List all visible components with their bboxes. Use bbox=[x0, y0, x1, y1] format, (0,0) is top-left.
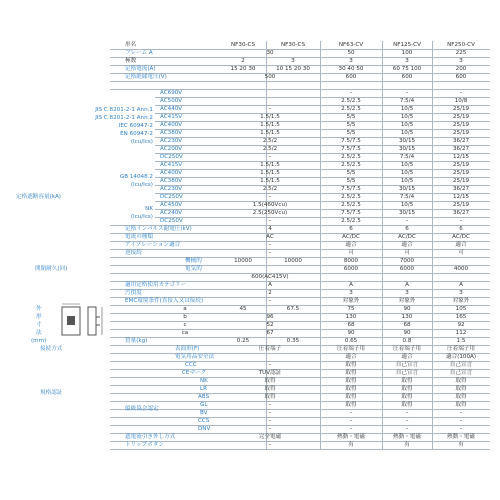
standard-label: (Icu/Ics) bbox=[130, 139, 153, 145]
cell: 52 bbox=[266, 322, 274, 328]
voltage-label: AC690V bbox=[160, 90, 183, 96]
model-name: NF30-CS bbox=[281, 42, 305, 48]
voltage-label: AC380V bbox=[160, 178, 183, 184]
cell: 取得 bbox=[345, 362, 357, 368]
dimension-key: ca bbox=[181, 330, 189, 336]
cell: 60 75 100 bbox=[392, 66, 422, 72]
cell: 適合 bbox=[345, 242, 357, 248]
cell: – bbox=[268, 242, 272, 248]
cell: 対象外 bbox=[342, 298, 360, 304]
cell bbox=[266, 89, 320, 97]
class-label: ABS bbox=[198, 394, 210, 400]
cell: 25/19 bbox=[452, 202, 470, 208]
cell: 圧着端子用 bbox=[393, 346, 421, 352]
cell: – bbox=[268, 154, 272, 160]
cell: 6 bbox=[405, 226, 409, 232]
model-name: NF125-CV bbox=[393, 42, 421, 48]
cell: 30/15 bbox=[398, 186, 416, 192]
cell: 75 bbox=[347, 306, 355, 312]
cell: AC/DC bbox=[398, 234, 416, 240]
cell: – bbox=[459, 218, 463, 224]
dimension-label: 外 bbox=[36, 306, 42, 312]
cell: 適合(100A) bbox=[445, 354, 477, 360]
cell: – bbox=[459, 410, 463, 416]
cell: – bbox=[268, 218, 272, 224]
cell: 1.5(460Vcu) bbox=[252, 202, 288, 208]
row-label: 規格認証 bbox=[40, 390, 63, 396]
cell: 30 40 50 bbox=[338, 66, 364, 72]
cell: – bbox=[268, 410, 272, 416]
cell: 対象外 bbox=[398, 298, 416, 304]
cell: 熱動・電磁 bbox=[393, 434, 421, 440]
cell: – bbox=[268, 402, 272, 408]
standard-label: EN 60947-2 bbox=[120, 131, 153, 137]
cell: 15 20 30 bbox=[230, 66, 256, 72]
cell: 対象外 bbox=[452, 298, 470, 304]
grid-line bbox=[110, 81, 490, 82]
dimension-key: b bbox=[183, 314, 187, 320]
cell: 2 bbox=[268, 290, 272, 296]
cell: 10/5 bbox=[400, 106, 414, 112]
row-label: 接続方式 bbox=[40, 346, 63, 352]
cell: A bbox=[459, 282, 463, 288]
cell: – bbox=[405, 410, 409, 416]
cell: 225 bbox=[455, 50, 467, 56]
cell: 取得 bbox=[264, 394, 276, 400]
cell: 7.5/7.5 bbox=[341, 186, 361, 192]
cell: 3 bbox=[459, 290, 463, 296]
voltage-label: AC240V bbox=[160, 210, 183, 216]
class-label: BV bbox=[200, 410, 208, 416]
voltage-label: AC200V bbox=[160, 146, 183, 152]
cell: – bbox=[459, 90, 463, 96]
grid-line bbox=[110, 449, 490, 450]
row-label: CCC bbox=[185, 362, 197, 368]
cell: 10/5 bbox=[400, 114, 414, 120]
cell: 45 bbox=[239, 306, 247, 312]
cell: 取得 bbox=[345, 394, 357, 400]
cell: 30 bbox=[266, 50, 274, 56]
cell: 取得 bbox=[264, 386, 276, 392]
dimension-label: 形 bbox=[36, 314, 42, 320]
cell: 2.5/2.5 bbox=[341, 202, 361, 208]
row-label: 電気的 bbox=[185, 266, 202, 272]
cell: 適合 bbox=[345, 354, 357, 360]
cell: – bbox=[405, 426, 409, 432]
cell: 2.5/2.5 bbox=[341, 106, 361, 112]
cell: 2.5/2 bbox=[262, 138, 278, 144]
voltage-label: AC415V bbox=[160, 162, 183, 168]
model-name: NF30-CS bbox=[231, 42, 255, 48]
cell: 完全電磁 bbox=[258, 434, 282, 440]
cell: 600 bbox=[455, 74, 467, 80]
row-label: 電流の種類 bbox=[125, 234, 153, 240]
cell: 3 bbox=[349, 290, 353, 296]
class-label: LR bbox=[200, 386, 208, 392]
cell: 68 bbox=[403, 322, 411, 328]
cell: 100 bbox=[401, 50, 413, 56]
cell: 7.5/7.5 bbox=[341, 146, 361, 152]
group-label: 定格遮断容量(kA) bbox=[16, 194, 61, 200]
cell: 1.5 bbox=[456, 338, 466, 344]
cell: 1.5/1.5 bbox=[260, 162, 280, 168]
row-label: 定格インパルス耐電圧(kV) bbox=[125, 226, 192, 232]
cell: 2.5/2 bbox=[262, 186, 278, 192]
cell: 有 bbox=[348, 442, 354, 448]
cell: 10/5 bbox=[400, 130, 414, 136]
cell: 1.5/1.5 bbox=[260, 130, 280, 136]
cell: 6 bbox=[349, 226, 353, 232]
cell: 600(AC415V) bbox=[251, 274, 289, 280]
dimension-key: c bbox=[183, 322, 187, 328]
cell: 3 bbox=[459, 58, 463, 64]
voltage-label: AC230V bbox=[160, 186, 183, 192]
cell: 36/27 bbox=[452, 186, 470, 192]
standard-label: JIS C 8201-2-1 Ann.2 bbox=[95, 115, 153, 121]
cell: 適合 bbox=[455, 242, 467, 248]
cell: 10000 bbox=[284, 258, 302, 264]
cell: 7000 bbox=[399, 258, 415, 264]
cell: 熱動・電磁 bbox=[447, 434, 475, 440]
cell: – bbox=[405, 418, 409, 424]
cell: 3 bbox=[405, 58, 409, 64]
row-label: 開閉耐久(回) bbox=[35, 266, 68, 272]
cell: 67 bbox=[266, 330, 274, 336]
row-label: 極数 bbox=[125, 58, 137, 64]
cell: 36/27 bbox=[452, 138, 470, 144]
cell: A bbox=[405, 282, 409, 288]
cell: 25/19 bbox=[452, 122, 470, 128]
cell: 25/19 bbox=[452, 130, 470, 136]
cell: 200 bbox=[455, 66, 467, 72]
cell: 2.5/2.5 bbox=[341, 162, 361, 168]
cell: 適合 bbox=[401, 354, 413, 360]
cell: 10 15 20 30 bbox=[276, 66, 310, 72]
cell: – bbox=[268, 106, 272, 112]
voltage-label: DC250V bbox=[160, 218, 183, 224]
voltage-label: AC415V bbox=[160, 114, 183, 120]
cell: 有 bbox=[458, 442, 464, 448]
cell: 可 bbox=[348, 250, 354, 256]
cell: – bbox=[268, 298, 272, 304]
cell: TUV認証 bbox=[258, 370, 282, 376]
cell: 0.65 bbox=[344, 338, 358, 344]
cell: 36/27 bbox=[452, 146, 470, 152]
cell: 取得 bbox=[345, 370, 357, 376]
class-label: DNV bbox=[198, 426, 211, 432]
standard-label: NK bbox=[145, 206, 153, 212]
cell: – bbox=[459, 418, 463, 424]
cell: 2.5/2.5 bbox=[341, 154, 361, 160]
voltage-label: AC440V bbox=[160, 106, 183, 112]
cell: 圧着端子用 bbox=[337, 346, 365, 352]
cell: 可 bbox=[458, 250, 464, 256]
cell: 取得 bbox=[345, 402, 357, 408]
cell: 1.5/1.5 bbox=[260, 170, 280, 176]
cell: A bbox=[268, 282, 272, 288]
cell: 67.5 bbox=[286, 306, 300, 312]
row-label: 質量(kg) bbox=[125, 338, 148, 344]
cell: 6000 bbox=[399, 266, 415, 272]
cell: 600 bbox=[401, 74, 413, 80]
cell: 12/15 bbox=[452, 194, 470, 200]
cell: 5/5 bbox=[346, 122, 356, 128]
cell: 10/5 bbox=[400, 178, 414, 184]
cell: 2.5/2 bbox=[262, 146, 278, 152]
cell: 130 bbox=[345, 314, 357, 320]
model-name: NF250-CV bbox=[447, 42, 475, 48]
cell: 0.8 bbox=[402, 338, 412, 344]
cell: 90 bbox=[347, 330, 355, 336]
cell: 取得 bbox=[455, 378, 467, 384]
cell: 7.5/4 bbox=[399, 98, 415, 104]
cell: AC bbox=[266, 234, 274, 240]
cell: 圧着端子用 bbox=[447, 346, 475, 352]
cell: 600 bbox=[345, 74, 357, 80]
row-label: アイソレーション適合 bbox=[125, 242, 181, 248]
cell: 5/5 bbox=[346, 130, 356, 136]
cell: 96 bbox=[266, 314, 274, 320]
row-label: 機械的 bbox=[185, 258, 202, 264]
cell: 1.5/1.5 bbox=[260, 178, 280, 184]
model-name: NF63-CV bbox=[338, 42, 364, 48]
voltage-label: DC250V bbox=[160, 194, 183, 200]
cell: 92 bbox=[457, 322, 465, 328]
cell: – bbox=[268, 426, 272, 432]
cell: 2.5/2.5 bbox=[341, 218, 361, 224]
cell: 6000 bbox=[343, 266, 359, 272]
cell: 取得 bbox=[455, 402, 467, 408]
cell: 0.35 bbox=[286, 338, 300, 344]
row-label: 船級協会認定 bbox=[125, 406, 159, 412]
breaker-outline-diagram bbox=[58, 303, 106, 341]
standard-label: (Icu/Ics) bbox=[130, 214, 153, 220]
cell: 130 bbox=[401, 314, 413, 320]
cell bbox=[266, 97, 320, 105]
cell: 500 bbox=[264, 74, 276, 80]
cell: – bbox=[459, 426, 463, 432]
cell: 90 bbox=[403, 330, 411, 336]
voltage-label: AC400V bbox=[160, 170, 183, 176]
standard-label: GB 14048.2 bbox=[119, 174, 153, 180]
cell: 50 bbox=[347, 50, 355, 56]
cell: 可 bbox=[404, 250, 410, 256]
dimension-label: 寸 bbox=[36, 322, 42, 328]
cell: 1.5/1.5 bbox=[260, 114, 280, 120]
cell: 3 bbox=[291, 58, 295, 64]
cell: – bbox=[349, 410, 353, 416]
class-label: GL bbox=[200, 402, 208, 408]
cell: 25/19 bbox=[452, 170, 470, 176]
cell: 6 bbox=[459, 226, 463, 232]
cell: 圧着端子 bbox=[258, 346, 282, 352]
cell: 30/15 bbox=[398, 146, 416, 152]
cell: 8000 bbox=[343, 258, 359, 264]
standard-label: IEC 60947-2 bbox=[118, 123, 153, 129]
voltage-label: AC400V bbox=[160, 122, 183, 128]
row-label: フレーム A bbox=[125, 50, 153, 56]
row-label: 表面形(F) bbox=[175, 346, 200, 352]
row-label: 適用定格使用カテゴリー bbox=[125, 282, 187, 288]
cell: 2.5(250Vcu) bbox=[252, 210, 288, 216]
cell: 自己宣言 bbox=[449, 362, 473, 368]
cell: 適合 bbox=[401, 242, 413, 248]
row-label: 定格絶縁電圧(V) bbox=[125, 74, 167, 80]
row-label: 汚損度 bbox=[125, 290, 142, 296]
cell: 4000 bbox=[453, 266, 469, 272]
cell: 10/5 bbox=[400, 170, 414, 176]
standard-label: (Icu/Ics) bbox=[130, 182, 153, 188]
cell: AC/DC bbox=[342, 234, 360, 240]
cell: AC/DC bbox=[452, 234, 470, 240]
cell: 取得 bbox=[401, 394, 413, 400]
cell: 10000 bbox=[234, 258, 252, 264]
cell: 取得 bbox=[401, 386, 413, 392]
row-label: EMC環境条件(直接入又は接続) bbox=[125, 298, 204, 304]
dimension-label: 法 bbox=[36, 330, 42, 336]
cell: 25/19 bbox=[452, 178, 470, 184]
cell: 自己宣言 bbox=[395, 370, 419, 376]
cell: 取得 bbox=[401, 402, 413, 408]
cell: 取得 bbox=[264, 378, 276, 384]
cell: 25/19 bbox=[452, 114, 470, 120]
dimension-label: (mm) bbox=[31, 338, 47, 344]
cell: 10/8 bbox=[454, 98, 468, 104]
class-label: NK bbox=[200, 378, 208, 384]
cell: 90 bbox=[403, 306, 411, 312]
cell: 取得 bbox=[345, 386, 357, 392]
cell: 3 bbox=[349, 58, 353, 64]
row-label: 逆接続 bbox=[125, 250, 142, 256]
cell: 7.5/7.5 bbox=[341, 138, 361, 144]
cell: – bbox=[268, 362, 272, 368]
cell: 自己宣言 bbox=[449, 370, 473, 376]
voltage-label: AC380V bbox=[160, 130, 183, 136]
cell: 4 bbox=[268, 226, 272, 232]
row-label: トリップボタン bbox=[125, 442, 164, 448]
cell: 取得 bbox=[455, 386, 467, 392]
cell: 5/5 bbox=[346, 114, 356, 120]
voltage-label: AC450V bbox=[160, 202, 183, 208]
standard-label: JIS C 8201-2-1 Ann.1 bbox=[95, 107, 153, 113]
cell: 12/15 bbox=[452, 154, 470, 160]
row-label: 電気用品安全法 bbox=[175, 354, 215, 360]
cell: – bbox=[268, 194, 272, 200]
cell: 25/19 bbox=[452, 106, 470, 112]
class-label: CCS bbox=[198, 418, 210, 424]
cell: 30/15 bbox=[398, 210, 416, 216]
cell: 10/5 bbox=[400, 162, 414, 168]
cell: 1.5/1.5 bbox=[260, 122, 280, 128]
cell: 105 bbox=[455, 306, 467, 312]
dimension-key: a bbox=[183, 306, 187, 312]
voltage-label: AC500V bbox=[160, 98, 183, 104]
cell: 0.25 bbox=[236, 338, 250, 344]
cell: 25/19 bbox=[452, 162, 470, 168]
row-label: 定格電流(A) bbox=[125, 66, 156, 72]
cell: 取得 bbox=[401, 378, 413, 384]
voltage-label: DC250V bbox=[160, 154, 183, 160]
row-label: CEマーク bbox=[182, 370, 207, 376]
row-label: 形名 bbox=[125, 42, 137, 48]
cell: 30/15 bbox=[398, 138, 416, 144]
cell: 2.5/2.5 bbox=[341, 194, 361, 200]
cell: A bbox=[349, 282, 353, 288]
cell: 取得 bbox=[345, 378, 357, 384]
cell: 36/27 bbox=[452, 210, 470, 216]
cell: 10/5 bbox=[400, 202, 414, 208]
cell: 68 bbox=[347, 322, 355, 328]
cell: 自己宣言 bbox=[395, 362, 419, 368]
voltage-label: AC230V bbox=[160, 138, 183, 144]
cell: 112 bbox=[455, 330, 467, 336]
cell: 3 bbox=[405, 290, 409, 296]
cell: – bbox=[268, 442, 272, 448]
cell: – bbox=[405, 90, 409, 96]
cell: 5/5 bbox=[346, 170, 356, 176]
cell: – bbox=[405, 218, 409, 224]
cell: 5/5 bbox=[346, 178, 356, 184]
cell: 有 bbox=[404, 442, 410, 448]
cell: 7.5/4 bbox=[399, 154, 415, 160]
cell: – bbox=[268, 250, 272, 256]
cell: 2 bbox=[241, 58, 245, 64]
cell: 165 bbox=[455, 314, 467, 320]
cell: 2.5/2.5 bbox=[341, 98, 361, 104]
cell: 10/5 bbox=[400, 122, 414, 128]
cell: – bbox=[349, 418, 353, 424]
cell: 取得 bbox=[455, 394, 467, 400]
row-label: 遮電流引き外し方式 bbox=[125, 434, 176, 440]
cell: 熱動・電磁 bbox=[337, 434, 365, 440]
cell: 7.5/7.5 bbox=[341, 210, 361, 216]
cell: – bbox=[268, 418, 272, 424]
cell: – bbox=[349, 90, 353, 96]
cell: – bbox=[349, 426, 353, 432]
cell: 7.5/4 bbox=[399, 194, 415, 200]
